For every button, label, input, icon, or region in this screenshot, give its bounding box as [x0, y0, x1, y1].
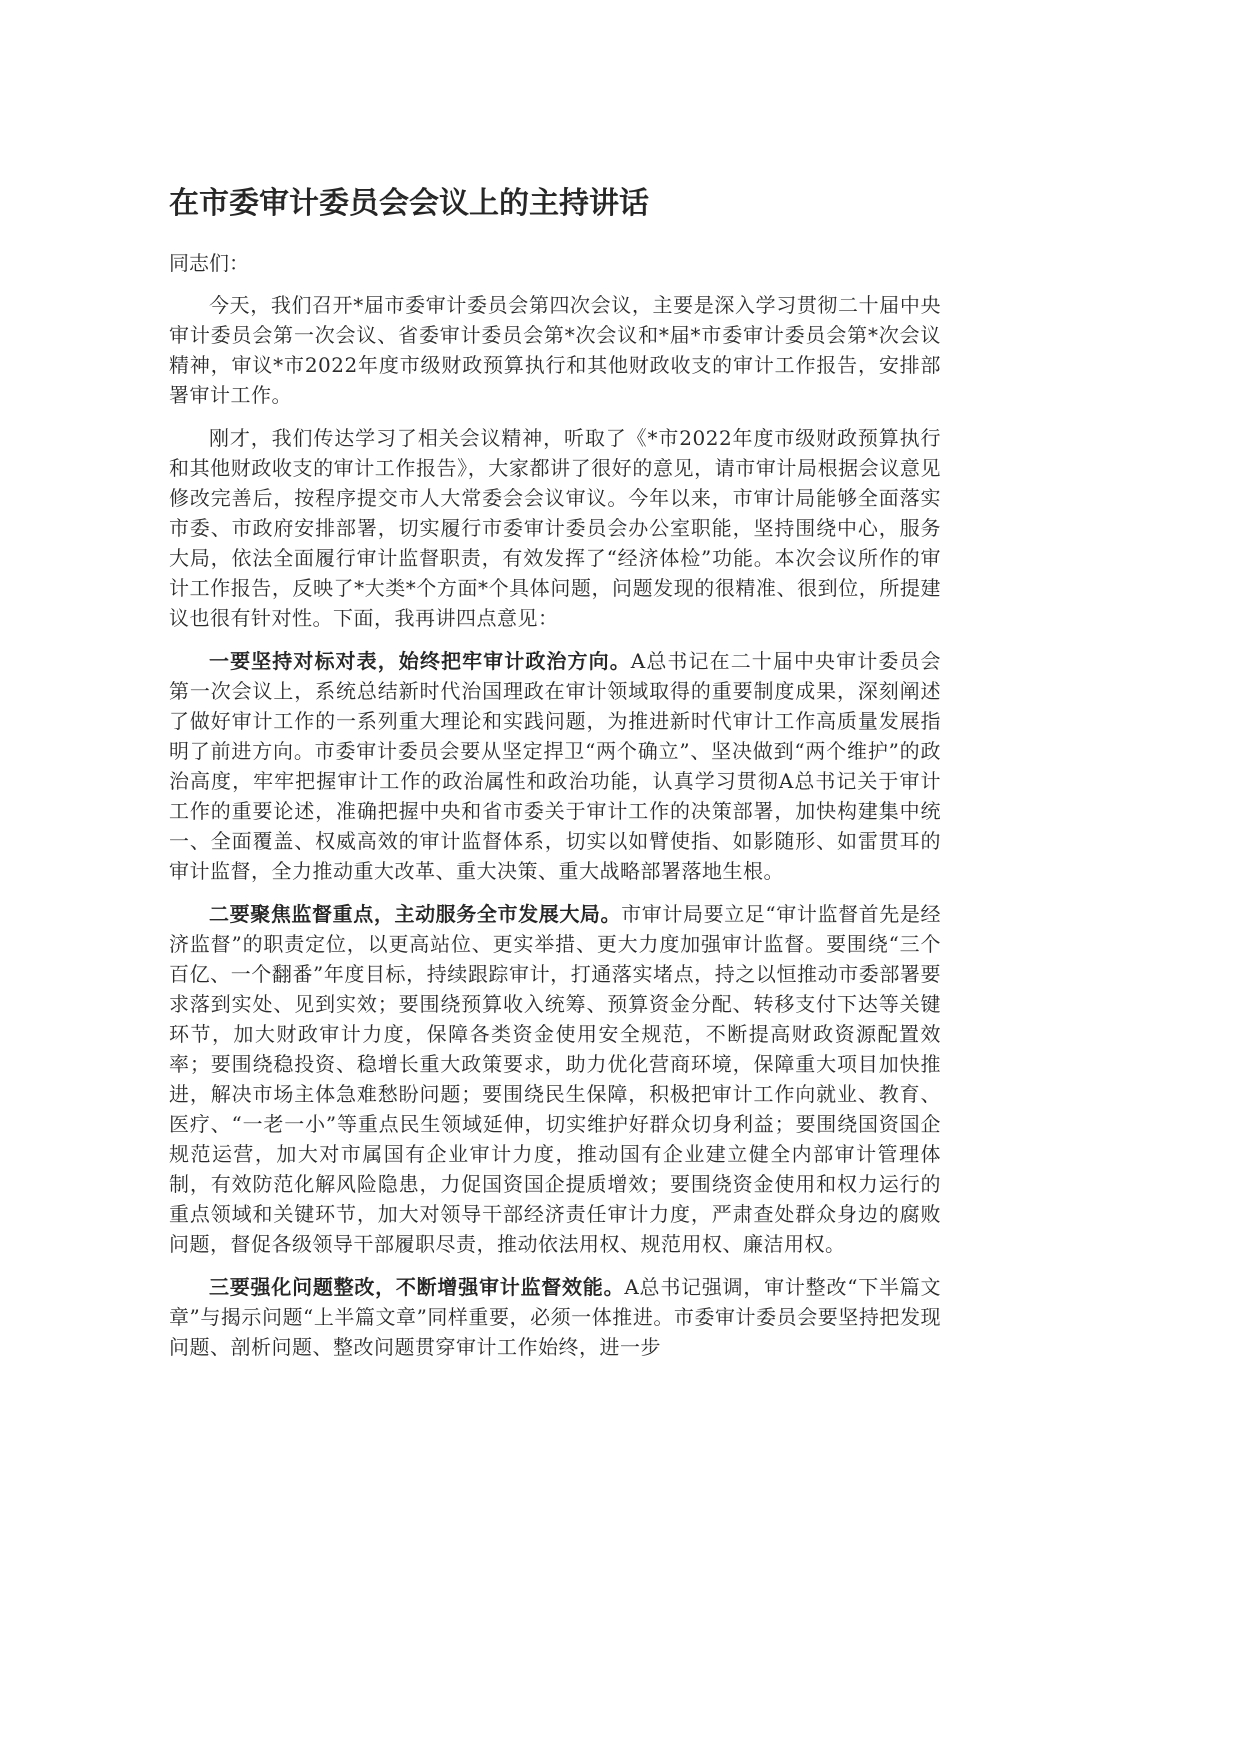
paragraph-text: 市审计局要立足“审计监督首先是经济监督”的职责定位，以更高站位、更实举措、更大力度加强审计监督。要围绕“三个百亿、一个翻番”年度目标，持续跟踪审计，打通落实堵点，持之以恒推动市委部署要求落到实处、见到实效；要围绕预算收入统筹、预算资金分配、转移支付下达等关键环节，加大财政审计力度，保障各类资金使用安全规范，不断提高财政资源配置效率；要围绕稳投资、稳增长重大政策要求，助力优化营商环境，保障重大项目加快推进，解决市场主体急难愁盼问题；要围绕民生保障，积极把审计工作向就业、教育、医疗、“一老一小”等重点民生领域延伸，切实维护好群众切身利益；要围绕国资国企规范运营，加大对市属国有企业审计力度，推动国有企业建立健全内部审计管理体制，有效防范化解风险隐患，力促国资国企提质增效；要围绕资金使用和权力运行的重点领域和关键环节，加大对领导干部经济责任审计力度，严肃查处群众身边的腐败问题，督促各级领导干部履职尽责，推动依法用权、规范用权、廉洁用权。	[169, 902, 941, 1256]
paragraph-lead: 一要坚持对标对表，始终把牢审计政治方向。	[209, 649, 631, 673]
paragraph-lead: 三要强化问题整改，不断增强审计监督效能。	[209, 1275, 625, 1299]
paragraph-review	[169, 423, 941, 633]
paragraph-point-3	[169, 1272, 941, 1362]
paragraph-lead: 二要聚焦监督重点，主动服务全市发展大局。	[209, 902, 622, 926]
paragraph-text: A总书记强调，审计整改“下半篇文章”与揭示问题“上半篇文章”同样重要，必须一体推进。市委审计委员会要坚持把发现问题、剖析问题、整改问题贯穿审计工作始终，进一步	[169, 1275, 942, 1359]
paragraph-text: A总书记在二十届中央审计委员会第一次会议上，系统总结新时代治国理政在审计领域取得的重要制度成果，深刻阐述了做好审计工作的一系列重大理论和实践问题，为推进新时代审计工作高质量发展指明了前进方向。市委审计委员会要从坚定捍卫“两个确立”、坚决做到“两个维护”的政治高度，牢牢把握审计工作的政治属性和政治功能，认真学习贯彻A总书记关于审计工作的重要论述，准确把握中央和省市委关于审计工作的决策部署，加快构建集中统一、全面覆盖、权威高效的审计监督体系，切实以如臂使指、如影随形、如雷贯耳的审计监督，全力推动重大改革、重大决策、重大战略部署落地生根。	[169, 649, 941, 883]
paragraph-opening	[169, 290, 941, 410]
document-title: 在市委审计委员会会议上的主持讲话	[169, 186, 649, 221]
paragraph-text: 今天，我们召开*届市委审计委员会第四次会议，主要是深入学习贯彻二十届中央审计委员会第一次会议、省委审计委员会第*次会议和*届*市委审计委员会第*次会议精神，审议*市2022年度市级财政预算执行和其他财政收支的审计工作报告，安排部署审计工作。	[169, 293, 941, 407]
paragraph-text: 刚才，我们传达学习了相关会议精神，听取了《*市2022年度市级财政预算执行和其他财政收支的审计工作报告》，大家都讲了很好的意见，请市审计局根据会议意见修改完善后，按程序提交市人大常委会会议审议。今年以来，市审计局能够全面落实市委、市政府安排部署，切实履行市委审计委员会办公室职能，坚持围绕中心，服务大局，依法全面履行审计监督职责，有效发挥了“经济体检”功能。本次会议所作的审计工作报告，反映了*大类*个方面*个具体问题，问题发现的很精准、很到位，所提建议也很有针对性。下面，我再讲四点意见：	[169, 426, 941, 630]
salutation: 同志们：	[169, 251, 249, 275]
document-body	[169, 182, 941, 1375]
paragraph-point-2	[169, 899, 941, 1259]
paragraph-point-1	[169, 646, 941, 886]
